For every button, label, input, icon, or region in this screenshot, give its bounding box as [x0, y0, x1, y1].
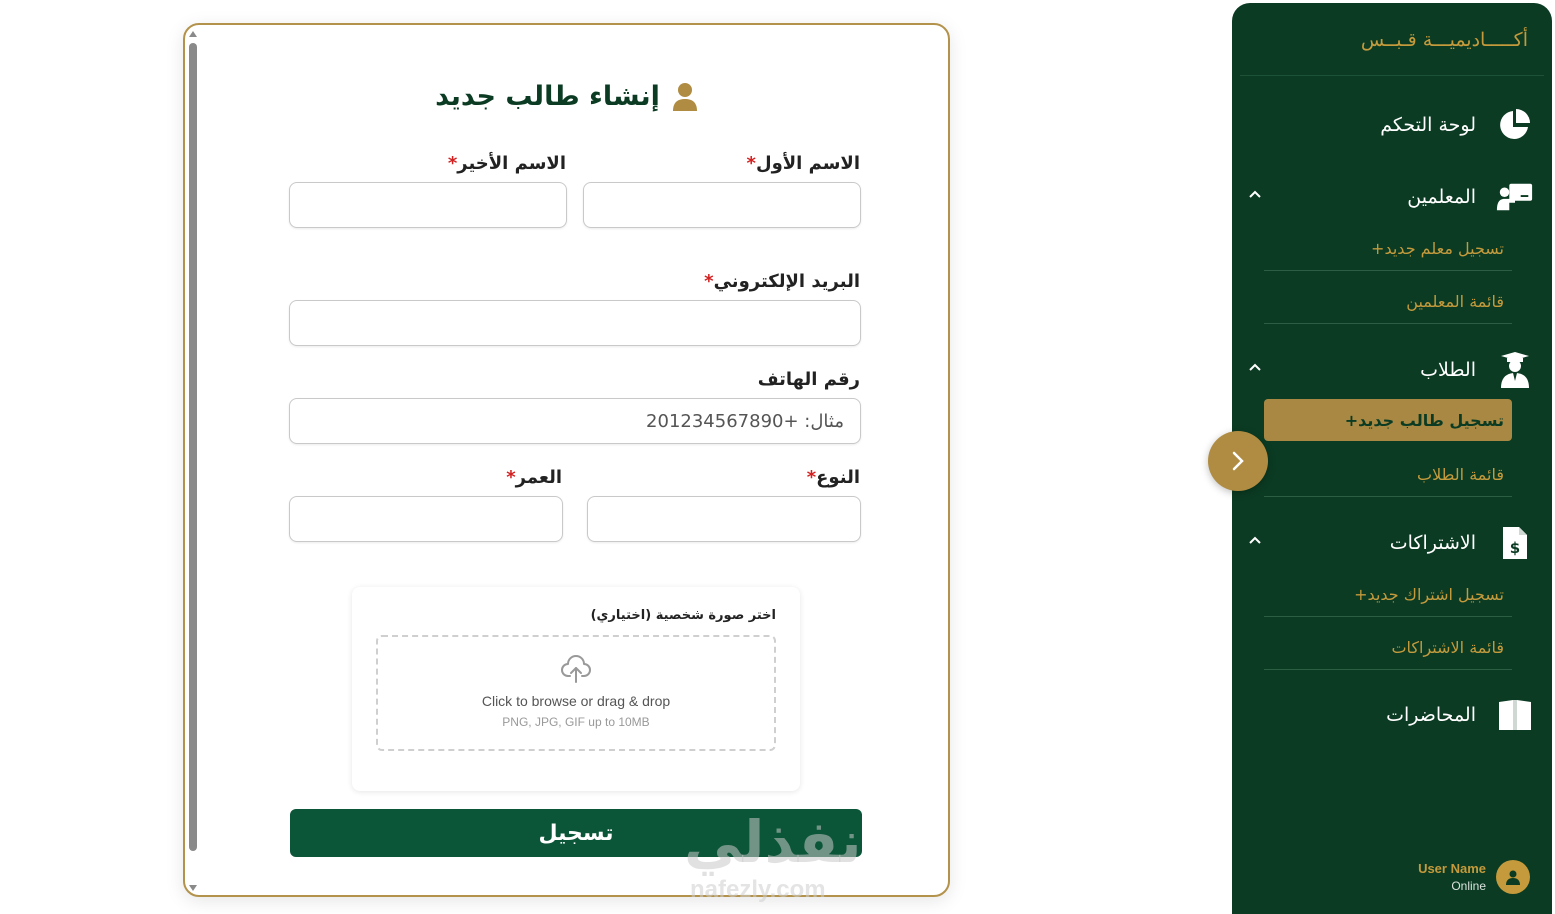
sidebar-toggle-button[interactable]	[1208, 431, 1268, 491]
email-label: البريد الإلكتروني*	[704, 271, 860, 292]
sidebar-item-lectures[interactable]	[1244, 693, 1534, 737]
chevron-up-icon[interactable]	[1248, 187, 1262, 201]
last-name-input[interactable]	[289, 182, 567, 228]
age-label: العمر*	[506, 467, 562, 488]
chevron-right-icon	[1231, 451, 1245, 471]
age-input[interactable]	[289, 496, 563, 542]
brand-logo-text: أكـــــاديميـــة قـبــس	[1360, 29, 1528, 51]
dropzone-text: Click to browse or drag & drop	[481, 693, 671, 709]
watermark-logo: نفذلي	[684, 808, 862, 876]
avatar	[1496, 860, 1530, 894]
cloud-upload-icon	[560, 653, 592, 685]
sidebar-subitem-add-teacher[interactable]: تسجيل معلم جديد+	[1264, 227, 1512, 271]
student-form-card	[183, 23, 950, 897]
teacher-icon	[1496, 178, 1534, 216]
user-icon	[1505, 869, 1521, 885]
photo-upload-label: اختر صورة شخصية (اختياري)	[590, 608, 776, 623]
brand-divider	[1240, 75, 1544, 76]
sidebar-subitem-teachers-list[interactable]: قائمة المعلمين	[1264, 280, 1512, 324]
photo-upload-panel	[352, 587, 800, 791]
sidebar-item-label: لوحة التحكم	[1380, 114, 1476, 136]
sidebar-item-students[interactable]	[1244, 348, 1534, 392]
sidebar-item-label: المعلمين	[1407, 186, 1476, 208]
dropzone-hint: PNG, JPG, GIF up to 10MB	[502, 715, 650, 729]
first-name-input[interactable]	[583, 182, 861, 228]
first-name-label: الاسم الأول*	[746, 153, 860, 174]
svg-text:$: $	[1509, 539, 1521, 557]
sidebar-item-label: الاشتراكات	[1389, 532, 1476, 554]
user-status: Online	[1451, 879, 1486, 893]
sidebar	[1232, 3, 1552, 914]
phone-input[interactable]	[289, 398, 861, 444]
email-input[interactable]	[289, 300, 861, 346]
scrollbar[interactable]	[189, 31, 197, 891]
sidebar-item-subscriptions[interactable]	[1244, 521, 1534, 565]
gender-label: النوع*	[806, 467, 860, 488]
scroll-thumb[interactable]	[189, 43, 197, 851]
submit-button[interactable]: تسجيل	[290, 809, 862, 857]
phone-label: رقم الهاتف	[757, 369, 860, 390]
sidebar-item-label: الطلاب	[1420, 359, 1476, 381]
chevron-up-icon[interactable]	[1248, 360, 1262, 374]
gender-input[interactable]	[587, 496, 861, 542]
last-name-label: الاسم الأخير*	[447, 153, 566, 174]
user-info	[1418, 861, 1486, 893]
sidebar-subitem-students-list[interactable]: قائمة الطلاب	[1264, 453, 1512, 497]
sidebar-item-label: المحاضرات	[1386, 704, 1476, 726]
watermark-url: nafezly.com	[690, 876, 826, 903]
sidebar-item-teachers[interactable]	[1244, 175, 1534, 219]
sidebar-subitem-subscriptions-list[interactable]: قائمة الاشتراكات	[1264, 626, 1512, 670]
page-title	[185, 81, 948, 112]
form-title-text: إنشاء طالب جديد	[435, 81, 660, 112]
sidebar-item-dashboard[interactable]	[1244, 103, 1534, 147]
chevron-up-icon[interactable]	[1248, 533, 1262, 547]
scroll-down-arrow[interactable]	[189, 885, 197, 891]
pie-chart-icon	[1496, 106, 1534, 144]
user-icon	[672, 82, 698, 112]
scroll-up-arrow[interactable]	[189, 31, 197, 37]
graduate-icon	[1496, 351, 1534, 389]
user-name: User Name	[1418, 861, 1486, 876]
user-profile[interactable]	[1418, 860, 1530, 894]
invoice-dollar-icon	[1496, 524, 1534, 562]
photo-dropzone[interactable]	[376, 635, 776, 751]
book-icon	[1496, 696, 1534, 734]
sidebar-subitem-add-student[interactable]: تسجيل طالب جديد+	[1264, 399, 1512, 441]
sidebar-subitem-add-subscription[interactable]: تسجيل اشتراك جديد+	[1264, 573, 1512, 617]
